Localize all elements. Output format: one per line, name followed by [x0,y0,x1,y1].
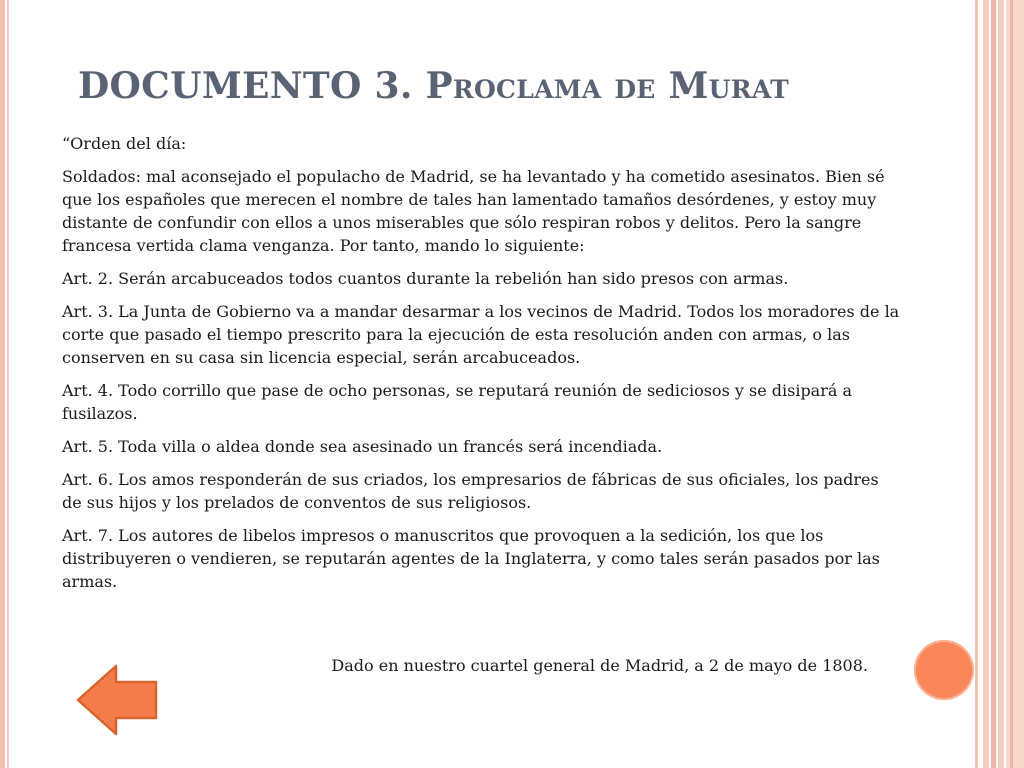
right-stripe [991,0,996,768]
back-button[interactable] [74,662,160,738]
signature-line: Dado en nuestro cuartel general de Madrid, a 2 de mayo de 1808. [331,656,868,675]
right-stripe [1006,0,1024,768]
document-body [62,132,900,603]
article-6: Art. 6. Los amos responderán de sus criados, los empresarios de fábricas de sus oficiales, los padres de sus hijos y los prelados de conventos de sus religiosos. [62,470,879,512]
right-stripe [975,0,978,768]
left-arrow-icon [74,662,160,738]
intro-line: “Orden del día: [62,134,187,153]
article-4: Art. 4. Todo corrillo que pase de ocho personas, se reputará reunión de sediciosos y se disipará a fusilazos. [62,381,853,423]
article-5: Art. 5. Toda villa o aldea donde sea asesinado un francés será incendiada. [62,437,663,456]
article-7: Art. 7. Los autores de libelos impresos o manuscritos que provoquen a la sedición, los que los distribuyeren o vendieren, se reputarán agentes de la Inglaterra, y como tales serán pasados por las armas. [62,526,880,591]
slide-title [78,60,958,112]
left-stripe-thin [7,0,9,768]
title-name: Proclama de Murat [425,65,790,107]
left-stripe [0,0,5,768]
article-2: Art. 2. Serán arcabuceados todos cuantos durante la rebelión han sido presos con armas. [62,269,789,288]
article-3: Art. 3. La Junta de Gobierno va a mandar desarmar a los vecinos de Madrid. Todos los moradores de la corte que pasado el tiempo prescrito para la ejecución de esta resolución anden con armas, o las conserven en su casa sin licencia especial, serán arcabuceados. [62,302,900,367]
right-stripe [983,0,989,768]
right-stripe [998,0,1004,768]
title-number: DOCUMENTO 3. [78,65,426,107]
orange-circle [914,640,974,700]
right-stripe [1010,0,1013,768]
soldiers-paragraph: Soldados: mal aconsejado el populacho de Madrid, se ha levantado y ha cometido asesinatos. Bien sé que los españoles que merecen el nombre de tales han lamentado tamaños desórdenes, y estoy muy distante de confundir con ellos a unos miserables que sólo respiran robos y delitos. Pero la sangre francesa vertida clama venganza. Por tanto, mando lo siguiente: [62,167,885,255]
